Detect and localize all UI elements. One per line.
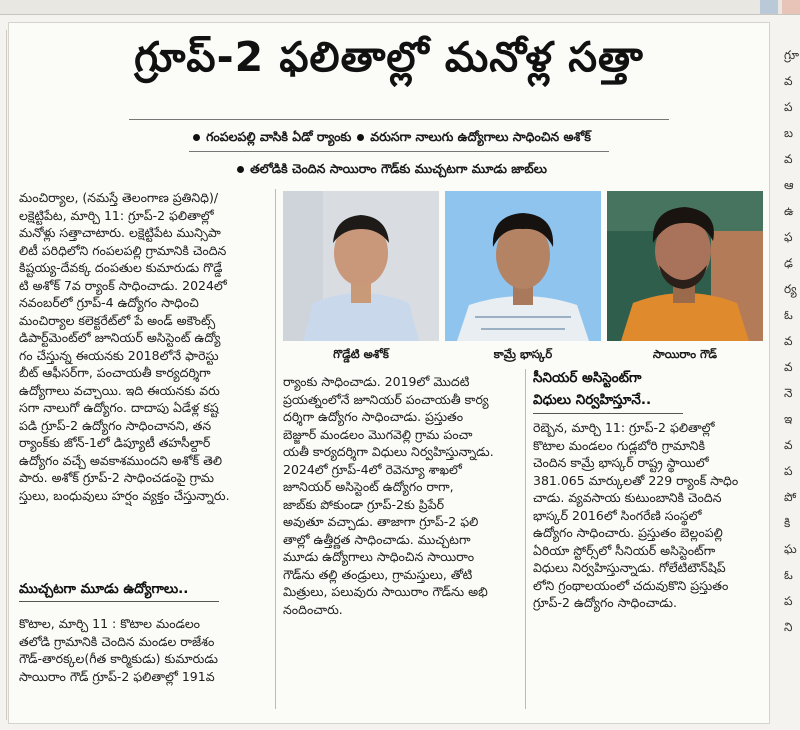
subhead-senior-assistant-1: సీనియర్ అసిస్టెంట్‌గా	[533, 370, 642, 386]
adjacent-article-fragment: ఉ	[784, 204, 794, 218]
article-line: జూనియర్ అసిస్టెంట్ ఉద్యోగం రాగా,	[283, 479, 454, 494]
subhead-rule	[533, 413, 683, 414]
article-line: ఏరియా స్టోర్స్‌లో సీనియర్ అసిస్టెంట్‌గా	[533, 542, 716, 558]
article-line: తలోడి గ్రామానికి చెందిన మండల రాజేశం	[19, 633, 215, 649]
article-line: చెందిన కామ్రే భాస్కర్ రాష్ట్ర స్థాయిలో	[533, 455, 709, 470]
article-line: డిపార్ట్‌మెంట్‌లో జూనియర్ అసిస్టెంట్ ఉద్యో	[19, 330, 221, 345]
adjacent-article-fragment: పో	[784, 490, 797, 504]
article-line: సగా నాలుగో ఉద్యోగం. దాదాపు ఏడేళ్ల కష్ట	[19, 400, 219, 415]
bullet-icon	[193, 134, 200, 141]
adjacent-article-fragment: ప	[784, 594, 793, 608]
adjacent-article-fragment: వ	[784, 334, 793, 348]
adjacent-article-fragment: వ	[784, 74, 793, 88]
article-line: పడి గ్రూప్-2 ఉద్యోగం సాధించానని, తన	[19, 417, 212, 433]
bullet-icon	[237, 166, 244, 173]
article-line: లిటీ పరిధిలోని గంపలపల్లి గ్రామానికి చెందిన	[19, 242, 227, 258]
adjacent-article-fragment: కి	[784, 516, 791, 530]
article-line: మంచిర్యాల, (నమస్తే తెలంగాణ ప్రతినిధి)/	[19, 190, 219, 205]
adjacent-article-fragment: వ	[784, 152, 793, 166]
article-line: మిత్రులు, పలువురు సాయిరాం గౌడ్‌ను అభి	[283, 584, 488, 599]
adjacent-article-fragment: ఇ	[784, 412, 793, 426]
subhead-three-jobs: ముచ్చటగా మూడు ఉద్యోగాలు..	[19, 581, 189, 597]
article-line: జాబ్‌కు పోకుండా గ్రూప్-2కు ప్రిపేర్	[283, 496, 444, 512]
article-line: బెజ్జూర్ మండలం మొగవెల్లి గ్రామ పంచా	[283, 426, 473, 442]
article-line: నవంబర్‌లో గ్రూప్-4 ఉద్యోగం సాధించి	[19, 295, 199, 310]
article-line: గ్రూప్-2 ఉద్యోగం సాధించాడు.	[533, 595, 677, 610]
column-divider	[275, 189, 276, 709]
column-divider	[525, 369, 526, 709]
article-line: దర్శిగా ఉద్యోగం సాధించాడు. ప్రస్తుతం	[283, 409, 464, 424]
photo-ashok	[283, 191, 439, 341]
subdeck-line-2	[9, 161, 769, 180]
adjacent-article-strip	[776, 22, 800, 722]
adjacent-article-fragment: ర్య	[784, 282, 797, 296]
article-line: అవుతూ వచ్చాడు. తాజాగా గ్రూప్-2 ఫలి	[283, 514, 479, 529]
article-line: ర్యాంకు సాధించాడు. 2019లో మొదటి	[283, 374, 470, 389]
subhead-senior-assistant-2: విధులు నిర్వహిస్తూనే..	[533, 392, 652, 408]
article-line: లోని గ్రంథాలయంలో చదువుకొని ప్రస్తుతం	[533, 577, 729, 593]
article-column-1-continued	[19, 615, 269, 685]
color-swatch	[760, 0, 778, 14]
subdeck-rule	[189, 151, 609, 152]
article-line: విధులు నిర్వహిస్తున్నాడు. గోలేటిటౌన్‌షిప్	[533, 560, 726, 575]
article-line: నందించారు.	[283, 601, 343, 617]
subdeck-item: గంపలపల్లి వాసికి ఏడో ర్యాంకు	[206, 129, 352, 144]
adjacent-article-fragment: ఘ	[784, 542, 797, 556]
article-line: ఉద్యోగం సాధించారు. ప్రస్తుతం బెల్లంపల్లి	[533, 525, 723, 540]
article-line: బీట్ ఆఫీసర్‌గా, పంచాయతీ కార్యదర్శిగా	[19, 365, 211, 380]
photo-sairam	[607, 191, 763, 341]
article-line: చాడు. వ్యవసాయ కుటుంబానికి చెందిన	[533, 490, 722, 505]
top-edge-strip	[0, 0, 800, 15]
article-line: మంచిర్యాల కలెక్టరేట్‌లో పే అండ్ అకౌంట్స్	[19, 312, 216, 328]
subhead-rule	[19, 601, 219, 602]
adjacent-article-fragment: బ	[784, 126, 794, 140]
article-line: భాస్కర్ 2016లో సింగరేణి సంస్థలో	[533, 507, 702, 523]
subdeck-line-1	[9, 129, 769, 148]
left-margin-rule	[6, 30, 7, 720]
adjacent-article-fragment: ఆ	[784, 178, 794, 192]
adjacent-article-fragment: వ	[784, 438, 793, 452]
adjacent-article-fragment: గ్రూ	[784, 48, 800, 62]
article-line: ప్రయత్నంలోనే జూనియర్ పంచాయతీ కార్య	[283, 391, 489, 407]
article-line: గం చేస్తున్న ఈయనకు 2018లోనే ఫారెస్టు	[19, 347, 219, 363]
article-line: తాల్లో ఉత్తీర్ణత సాధించాడు. ముచ్చటగా	[283, 531, 471, 547]
headline-rule	[129, 119, 669, 120]
adjacent-article-fragment: ని	[784, 620, 793, 634]
article-column-3	[533, 419, 763, 612]
article-line: యతీ కార్యదర్శిగా విధులు నిర్వహిస్తున్నాడు.	[283, 444, 494, 459]
caption-bhaskar: కామ్రే భాస్కర్	[493, 347, 553, 361]
article-column-1	[19, 189, 269, 504]
article-line: మూడు ఉద్యోగాలు సాధించిన సాయిరాం	[283, 549, 475, 564]
article-line: ఉద్యోగం వచ్చే అవకాశముందని అశోక్ తెలి	[19, 452, 222, 468]
adjacent-article-fragment: ఓ	[784, 568, 793, 582]
article-line: ర్యాంక్‌కు జోన్-1లో డిప్యూటీ తహసీల్దార్	[19, 435, 211, 450]
headline: గ్రూప్-2 ఫలితాల్లో మనోళ్ల సత్తా	[134, 33, 644, 81]
article-line: ఉద్యోగాలు వచ్చాయి. ఇది ఈయనకు వరు	[19, 382, 220, 398]
article-line: గౌడ్-తారక్కల(గీత కార్మికుడు) కుమారుడు	[19, 651, 218, 666]
article-line: రెబ్బెన, మార్చి 11: గ్రూప్-2 ఫలితాల్లో	[533, 420, 715, 435]
article-line: సాయిరాం గౌడ్ గ్రూప్-2 ఫలితాల్లో 191వ	[19, 668, 215, 684]
adjacent-article-fragment: నె	[784, 386, 793, 400]
article-line: కొటాల మండలం గుడ్లబోరి గ్రామానికి	[533, 437, 705, 453]
article-column-2	[283, 373, 519, 618]
caption-sairam: సాయిరాం గౌడ్	[652, 347, 718, 361]
adjacent-article-fragment: ప	[784, 464, 793, 478]
color-swatch	[782, 0, 800, 14]
article-line: స్తులు, బంధువులు హర్షం వ్యక్తం చేస్తున్నారు.	[19, 487, 230, 503]
article-line: మనోళ్లు సత్తాచాటారు. లక్షెట్టిపేట మున్సిపా	[19, 225, 221, 240]
article-line: లక్షెట్టిపేట, మార్చి 11: గ్రూప్-2 ఫలితాల్లో	[19, 207, 214, 223]
adjacent-article-fragment: వ	[784, 360, 793, 374]
article-line: పారు. అశోక్ గ్రూప్-2 సాధించడంపై గ్రామ	[19, 470, 215, 485]
adjacent-article-fragment: ఢ	[784, 256, 793, 270]
adjacent-article-fragment: ప	[784, 100, 793, 114]
caption-ashok: గొడ్డేటి అశోక్	[333, 347, 389, 361]
adjacent-article-fragment: ఓ	[784, 308, 793, 322]
article-line: కిష్టయ్య-దేవక్క దంపతుల కుమారుడు గొడ్డే	[19, 260, 223, 275]
bullet-icon	[357, 134, 364, 141]
subdeck-item: వరుసగా నాలుగు ఉద్యోగాలు సాధించిన అశోక్	[370, 129, 591, 144]
article-line: కొటాల, మార్చి 11 : కొటాల మండలం	[19, 616, 201, 631]
article-line: 381.065 మార్కులతో 229 ర్యాంక్ సాధిం	[533, 472, 739, 488]
article-line: 2024లో గ్రూప్-4లో రెవెన్యూ శాఖలో	[283, 461, 462, 477]
subdeck-item: తలోడికి చెందిన సాయిరాం గౌడ్‌కు ముచ్చటగా మూడు జాబ్‌లు	[250, 161, 547, 176]
adjacent-article-fragment: ఫ	[784, 230, 793, 244]
article-line: టి అశోక్ 7వ ర్యాంక్ సాధించాడు. 2024లో	[19, 277, 227, 293]
article-line: గౌడ్‌ను తల్లి తండ్రులు, గ్రామస్తులు, తోటి	[283, 566, 473, 582]
photo-bhaskar	[445, 191, 601, 341]
newspaper-clipping	[8, 22, 770, 724]
